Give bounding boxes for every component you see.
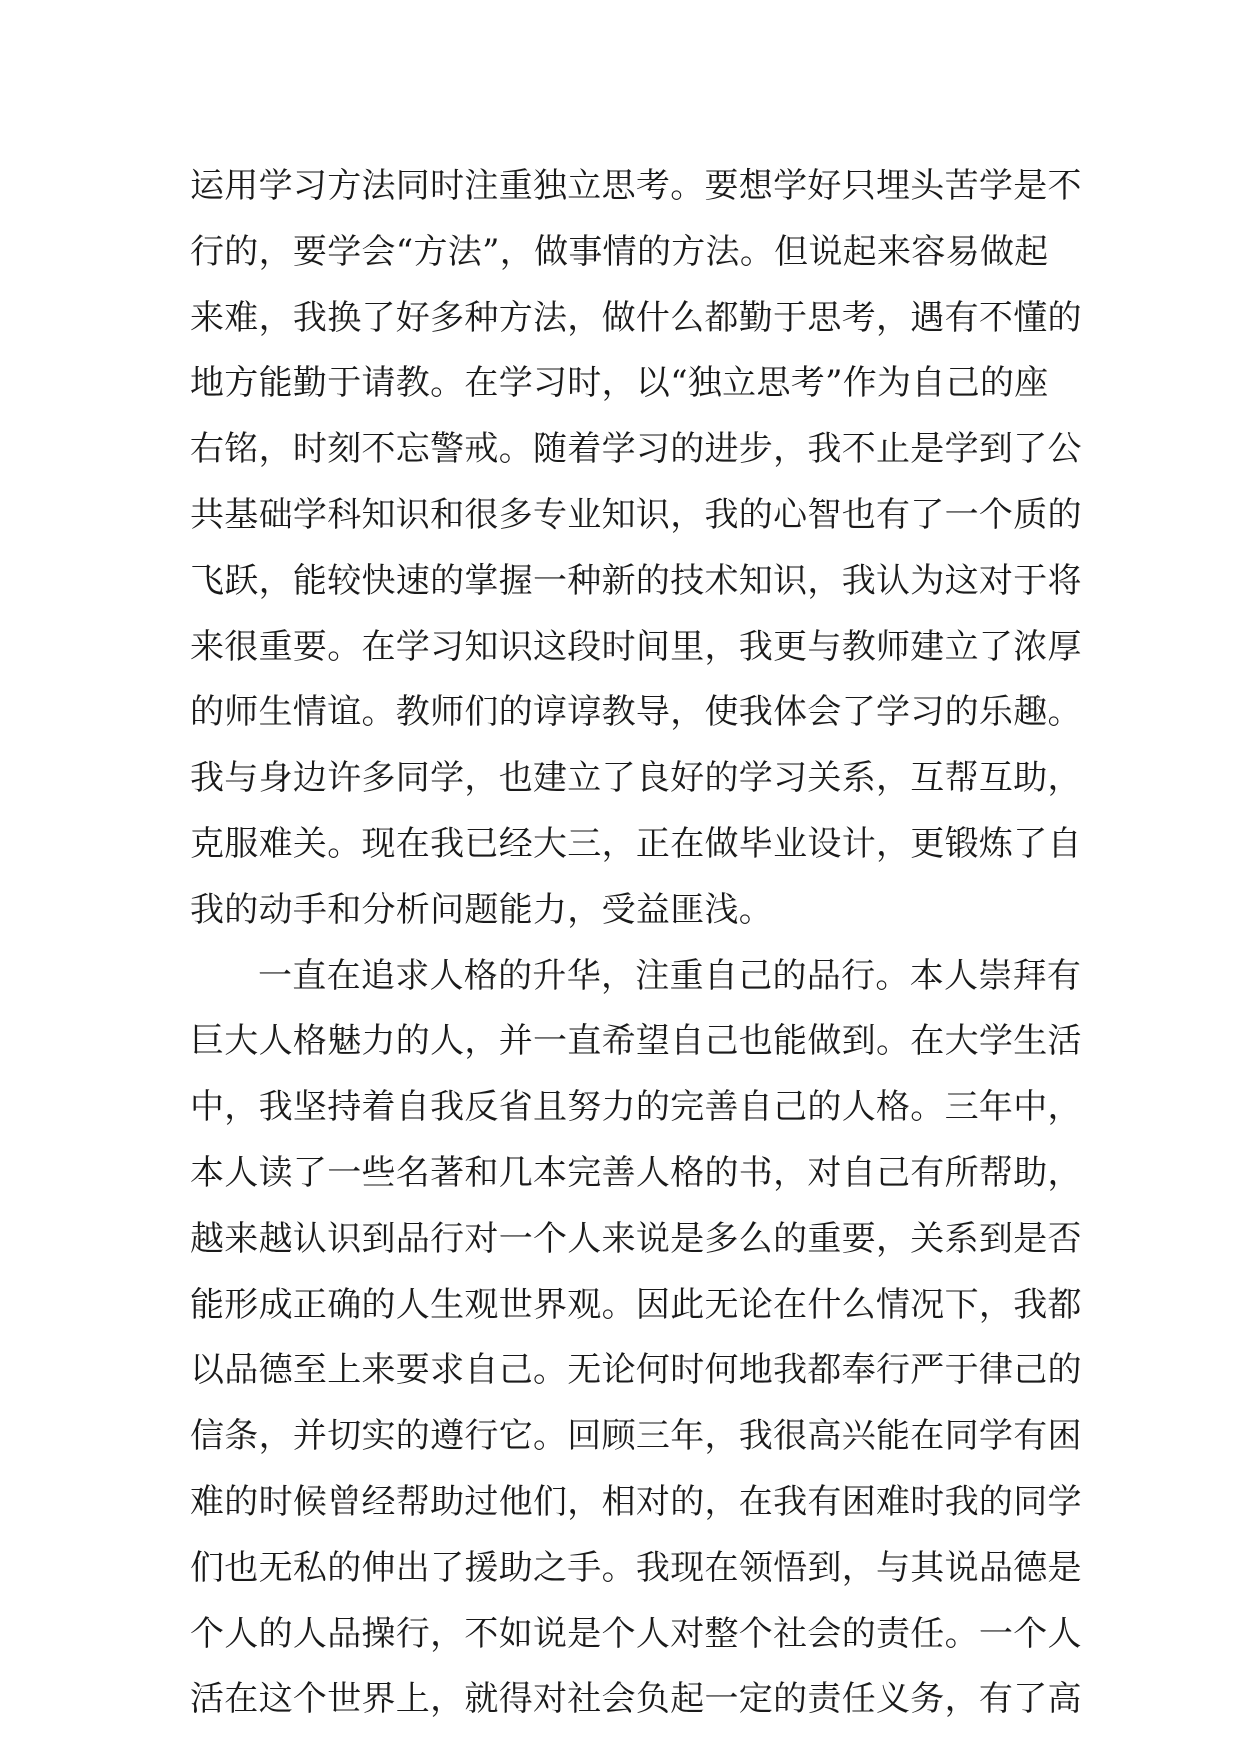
text-line: 我的动手和分析问题能力，受益匪浅。 bbox=[190, 889, 774, 930]
text-line: 以品德至上来要求自己。无论何时何地我都奉行严于律己的 bbox=[190, 1350, 1082, 1391]
document-body bbox=[190, 154, 1082, 1733]
text-line: 巨大人格魅力的人，并一直希望自己也能做到。在大学生活 bbox=[190, 1021, 1082, 1062]
text-line: 共基础学科知识和很多专业知识，我的心智也有了一个质的 bbox=[190, 494, 1082, 535]
text-line: 飞跃，能较快速的掌握一种新的技术知识，我认为这对于将 bbox=[190, 560, 1082, 601]
text-line: 难的时候曾经帮助过他们，相对的，在我有困难时我的同学 bbox=[190, 1481, 1082, 1522]
text-line: 右铭，时刻不忘警戒。随着学习的进步，我不止是学到了公 bbox=[190, 429, 1082, 470]
text-line: 越来越认识到品行对一个人来说是多么的重要，关系到是否 bbox=[190, 1218, 1082, 1259]
text-line: 地方能勤于请教。在学习时，以“独立思考”作为自己的座 bbox=[190, 363, 1049, 404]
text-line: 克服难关。现在我已经大三，正在做毕业设计，更锻炼了自 bbox=[190, 823, 1082, 864]
text-line: 活在这个世界上，就得对社会负起一定的责任义务，有了高 bbox=[190, 1679, 1082, 1720]
text-line: 来难，我换了好多种方法，做什么都勤于思考，遇有不懂的 bbox=[190, 297, 1082, 338]
text-line: 的师生情谊。教师们的谆谆教导，使我体会了学习的乐趣。 bbox=[190, 692, 1082, 733]
text-line: 本人读了一些名著和几本完善人格的书，对自己有所帮助， bbox=[190, 1152, 1082, 1193]
text-line: 行的，要学会“方法”，做事情的方法。但说起来容易做起 bbox=[190, 231, 1049, 272]
text-line: 运用学习方法同时注重独立思考。要想学好只埋头苦学是不 bbox=[190, 166, 1082, 206]
text-line: 中，我坚持着自我反省且努力的完善自己的人格。三年中， bbox=[190, 1087, 1082, 1128]
text-line: 个人的人品操行，不如说是个人对整个社会的责任。一个人 bbox=[190, 1613, 1082, 1654]
text-line: 信条，并切实的遵行它。回顾三年，我很高兴能在同学有困 bbox=[190, 1416, 1082, 1457]
text-line: 能形成正确的人生观世界观。因此无论在什么情况下，我都 bbox=[190, 1284, 1082, 1325]
text-line: 我与身边许多同学，也建立了良好的学习关系，互帮互助， bbox=[190, 758, 1082, 799]
text-line: 来很重要。在学习知识这段时间里，我更与教师建立了浓厚 bbox=[190, 626, 1082, 667]
text-line: 们也无私的伸出了援助之手。我现在领悟到，与其说品德是 bbox=[190, 1547, 1082, 1588]
paragraph-first-line: 一直在追求人格的升华，注重自己的品行。本人崇拜有 bbox=[258, 955, 1082, 996]
